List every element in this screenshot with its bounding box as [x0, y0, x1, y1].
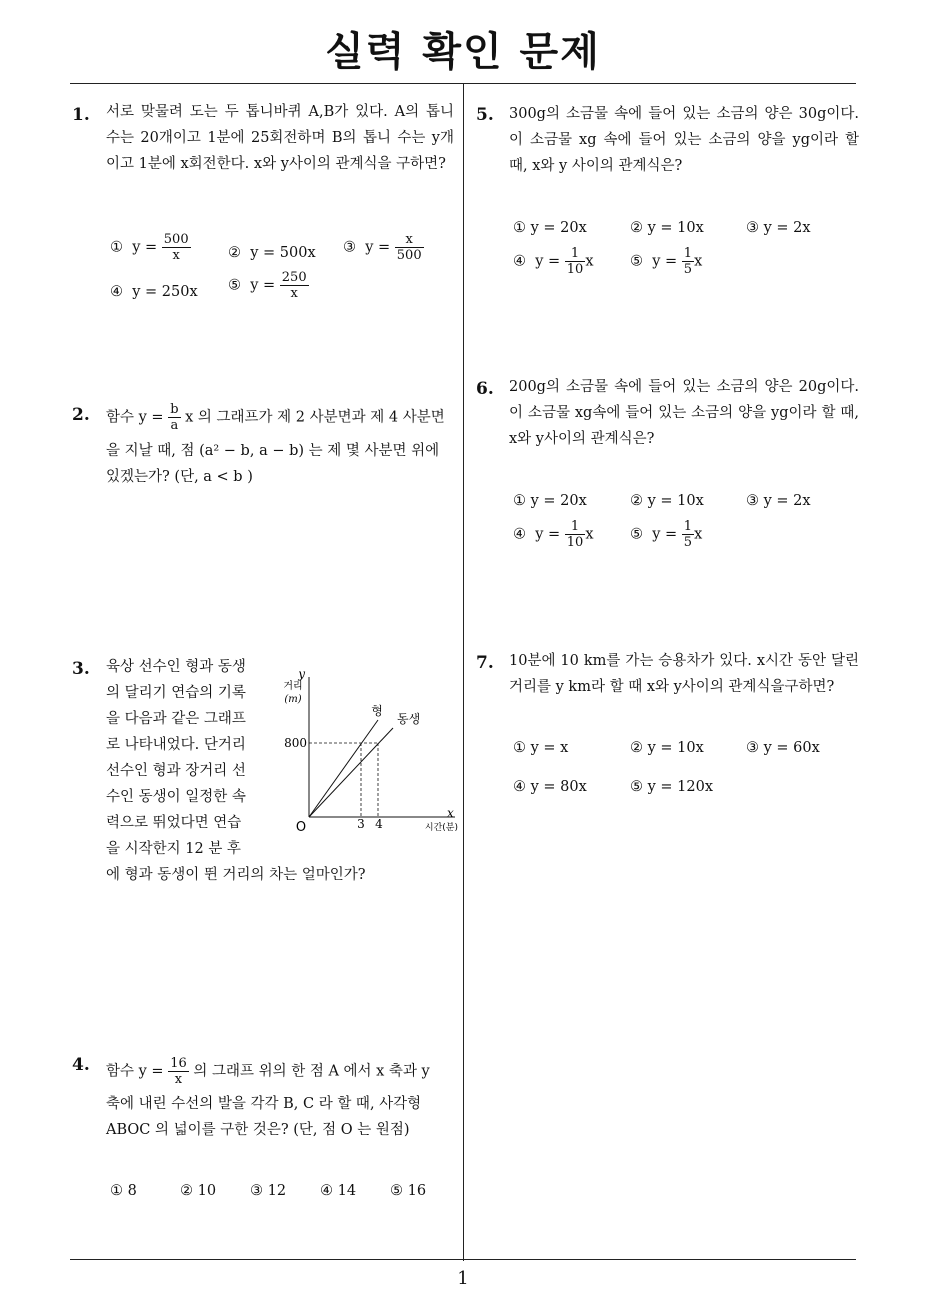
y-axis-letter: y: [298, 667, 305, 681]
question-text: 200g의 소금물 속에 들어 있는 소금의 양은 20g이다. 이 소금물 xg속에 들어 있는 소금의 양을 yg이라 할 때, x와 y사이의 관계식은?: [509, 379, 859, 447]
choice-2[interactable]: ② y = 10x: [630, 740, 704, 756]
choice-4[interactable]: ④ y = $\frac{1}{10}$ x: [513, 519, 594, 550]
choice-4[interactable]: ④ 14: [320, 1183, 357, 1199]
question-text: 함수 y = $\frac{16}{x}$ 의 그래프 위의 한 점 A 에서 x 축과 y: [106, 1056, 430, 1087]
choice-5[interactable]: ⑤ y = $\frac{1}{5}$ x: [630, 246, 703, 277]
choice-3[interactable]: ③ y = 2x: [746, 493, 811, 509]
question-number: 2.: [72, 405, 90, 425]
question-number: 4.: [72, 1055, 90, 1075]
choice-1[interactable]: ① y = 20x: [513, 220, 587, 236]
choice-1[interactable]: ① y = $\frac{500}{x}$: [110, 232, 189, 263]
text-line: 력으로 뛰었다면 연습: [106, 815, 242, 831]
choice-3[interactable]: ③ y = 2x: [746, 220, 811, 236]
y-axis-unit: (m): [284, 694, 302, 705]
question-number: 5.: [476, 105, 494, 125]
text-line: 로 나타내었다. 단거리: [106, 737, 246, 753]
text-line: 의 달리기 연습의 기록: [106, 685, 246, 701]
label-older-brother: 형: [371, 704, 383, 718]
origin-label: O: [295, 820, 307, 835]
question-text: [106, 654, 256, 862]
x-axis-letter: x: [447, 806, 454, 820]
page-number: 1: [457, 1268, 469, 1289]
question-text: 서로 맞물려 도는 두 톱니바퀴 A,B가 있다. A의 톱니 수는 20개이고 1분에 25회전하며 B의 톱니 수는 y개이고 1분에 x회전한다. x와 y사이의 관계식을 구하면?: [106, 104, 454, 172]
label-younger-brother: 동생: [397, 712, 421, 726]
question-text: 10분에 10 km를 가는 승용차가 있다. x시간 동안 달린 거리를 y km라 할 때 x와 y사이의 관계식을구하면?: [509, 653, 859, 695]
question-text-line2: 을 지날 때, 점 (a² − b, a − b) 는 제 몇 사분면 위에: [106, 443, 440, 459]
text-line: 을 시작한지 12 분 후: [106, 841, 241, 857]
text-line: 선수인 형과 장거리 선: [106, 763, 246, 779]
x-tick-3: 3: [357, 817, 365, 831]
line-younger-brother: [309, 728, 393, 817]
question-text: 함수 y = $\frac{b}{a}$ x 의 그래프가 제 2 사분면과 제 4 사분면: [106, 402, 445, 433]
choice-5[interactable]: ⑤ y = $\frac{1}{5}$ x: [630, 519, 703, 550]
question-text-line2: 축에 내린 수선의 발을 각각 B, C 라 할 때, 사각형: [106, 1096, 422, 1112]
choice-5[interactable]: ⑤ y = $\frac{250}{x}$: [228, 270, 307, 301]
question-text-line3: ABOC 의 넓이를 구한 것은? (단, 점 O 는 원점): [106, 1122, 410, 1138]
choice-4[interactable]: ④ y = 80x: [513, 779, 587, 795]
question-number: 1.: [72, 105, 90, 125]
text-line: 육상 선수인 형과 동생: [106, 659, 246, 675]
y-tick-800: 800: [284, 736, 307, 750]
choice-2[interactable]: ② y = 10x: [630, 493, 704, 509]
choice-5[interactable]: ⑤ 16: [390, 1183, 427, 1199]
line-older-brother: [309, 720, 378, 817]
x-axis-label: 시간(분): [424, 823, 458, 833]
bottom-divider: [70, 1259, 856, 1260]
choice-2[interactable]: ② 10: [180, 1183, 217, 1199]
choice-4[interactable]: ④ y = $\frac{1}{10}$ x: [513, 246, 594, 277]
question-number: 7.: [476, 653, 494, 673]
distance-time-graph: [265, 665, 460, 835]
question-number: 3.: [72, 659, 90, 679]
choice-1[interactable]: ① y = x: [513, 740, 569, 756]
text-line: 수인 동생이 일정한 속: [106, 789, 246, 805]
question-text: 300g의 소금물 속에 들어 있는 소금의 양은 30g이다. 이 소금물 xg 속에 들어 있는 소금의 양을 yg이라 할 때, x와 y 사이의 관계식은?: [509, 106, 859, 174]
choice-3[interactable]: ③ y = $\frac{x}{500}$: [343, 232, 422, 263]
text-line: 을 다음과 같은 그래프: [106, 711, 246, 727]
choice-3[interactable]: ③ 12: [250, 1183, 287, 1199]
choice-1[interactable]: ① y = 20x: [513, 493, 587, 509]
question-number: 6.: [476, 379, 494, 399]
choice-5[interactable]: ⑤ y = 120x: [630, 779, 714, 795]
question-text-line3: 있겠는가? (단, a < b ): [106, 469, 253, 485]
question-text-last-line: 에 형과 동생이 뛴 거리의 차는 얼마인가?: [106, 867, 366, 883]
page-title: 실력 확인 문제: [325, 29, 601, 75]
choice-2[interactable]: ② y = 10x: [630, 220, 704, 236]
choice-3[interactable]: ③ y = 60x: [746, 740, 820, 756]
x-tick-4: 4: [375, 817, 383, 831]
choice-4[interactable]: ④ y = 250x: [110, 284, 198, 300]
choice-1[interactable]: ① 8: [110, 1183, 137, 1199]
y-axis-label: 거리: [283, 681, 303, 692]
choice-2[interactable]: ② y = 500x: [228, 245, 316, 261]
column-divider: [463, 83, 464, 1261]
